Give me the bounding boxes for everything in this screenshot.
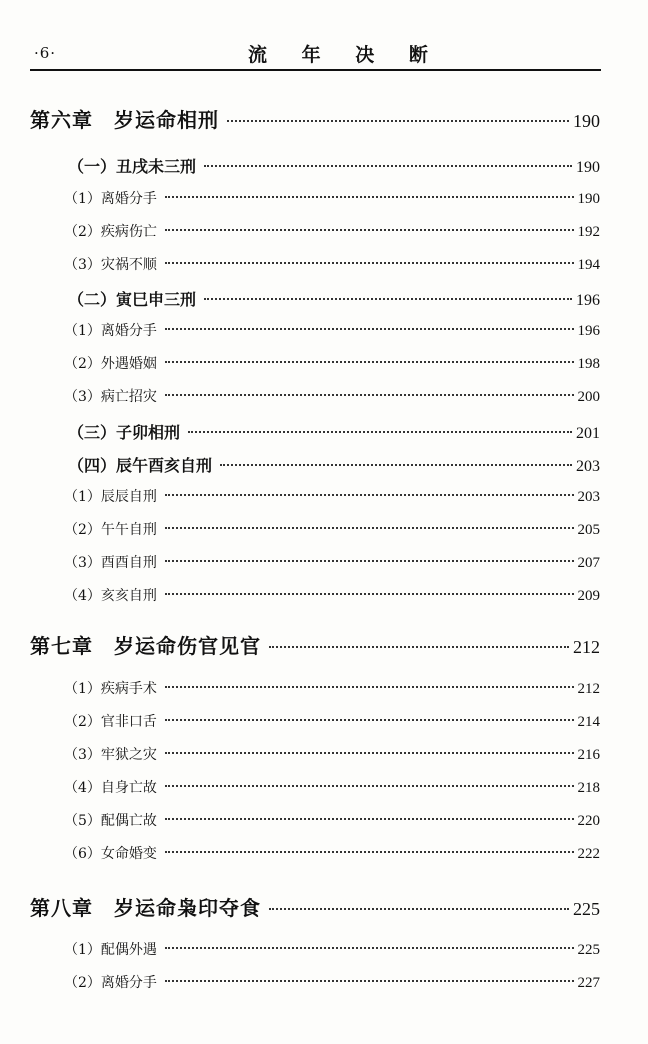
toc-chapter-label: 第六章 岁运命相刑 [30,108,219,132]
toc-item-label: （2）离婚分手 [64,975,157,991]
toc-item-row[interactable] [0,939,648,959]
toc-item-row[interactable] [0,585,648,605]
dot-leader [204,165,572,167]
header-rule [30,69,601,71]
toc-page-number: 227 [577,975,600,991]
dot-leader [165,593,574,595]
toc-item-label: （1）配偶外遇 [64,942,157,958]
dot-leader [165,686,574,688]
toc-page-number: 214 [577,714,600,730]
toc-item-row[interactable] [0,353,648,373]
toc-page-number: 207 [577,555,600,571]
page-number: ·6· [34,44,57,62]
toc-item-label: （3）灾祸不顺 [64,257,157,273]
toc-page-number: 203 [576,458,600,475]
toc-page-number: 203 [577,489,600,505]
dot-leader [165,328,574,330]
toc-section-row[interactable] [0,453,648,476]
toc-item-row[interactable] [0,188,648,208]
toc-section-label: （一）丑戌未三刑 [68,157,197,176]
toc-item-label: （5）配偶亡故 [64,813,157,829]
dot-leader [165,229,574,231]
toc-item-row[interactable] [0,777,648,797]
toc-section-row[interactable] [0,154,648,177]
toc-item-label: （3）病亡招灾 [64,389,157,405]
toc-item-label: （1）疾病手术 [64,681,157,697]
toc-item-label: （3）牢狱之灾 [64,747,157,763]
toc-page-number: 225 [573,899,600,919]
toc-item-label: （4）亥亥自刑 [64,588,157,604]
toc-page-number: 194 [577,257,600,273]
toc-page-number: 190 [576,159,600,176]
dot-leader [269,646,569,648]
toc-chapter-row[interactable] [0,892,648,921]
toc-item-label: （1）离婚分手 [64,323,157,339]
dot-leader [269,908,569,910]
toc-section-label: （四）辰午酉亥自刑 [68,456,213,475]
toc-item-label: （2）午午自刑 [64,522,157,538]
toc-section-label: （二）寅巳申三刑 [68,290,197,309]
toc-item-row[interactable] [0,744,648,764]
toc-item-label: （1）离婚分手 [64,191,157,207]
dot-leader [165,494,574,496]
toc-section-row[interactable] [0,287,648,310]
toc-page-number: 225 [577,942,600,958]
toc-page-number: 192 [577,224,600,240]
toc-section-label: （三）子卯相刑 [68,423,181,442]
page-header [0,0,648,80]
toc-item-row[interactable] [0,552,648,572]
toc-page-number: 198 [577,356,600,372]
toc-chapter-label: 第七章 岁运命伤官见官 [30,634,261,658]
dot-leader [165,818,574,820]
dot-leader [188,431,572,433]
toc-page-number: 212 [577,681,600,697]
toc-item-label: （2）官非口舌 [64,714,157,730]
dot-leader [165,527,574,529]
toc-page-number: 220 [577,813,600,829]
toc-page-number: 218 [577,780,600,796]
toc-page-number: 209 [577,588,600,604]
dot-leader [165,361,574,363]
toc-item-label: （2）外遇婚姻 [64,356,157,372]
toc-item-row[interactable] [0,386,648,406]
toc-page-number: 200 [577,389,600,405]
toc-item-label: （3）酉酉自刑 [64,555,157,571]
toc-section-row[interactable] [0,420,648,443]
toc-page-number: 222 [577,846,600,862]
toc-item-row[interactable] [0,810,648,830]
dot-leader [165,560,574,562]
toc-page-number: 201 [576,425,600,442]
toc-item-row[interactable] [0,221,648,241]
toc-page-number: 196 [577,323,600,339]
toc-item-row[interactable] [0,254,648,274]
toc-item-label: （2）疾病伤亡 [64,224,157,240]
dot-leader [165,719,574,721]
toc-item-label: （4）自身亡故 [64,780,157,796]
toc-page-number: 205 [577,522,600,538]
dot-leader [165,851,574,853]
dot-leader [204,298,572,300]
dot-leader [165,196,574,198]
toc-item-row[interactable] [0,519,648,539]
toc-item-label: （6）女命婚变 [64,846,157,862]
toc-page-number: 190 [577,191,600,207]
toc-item-row[interactable] [0,972,648,992]
toc-page-number: 190 [573,111,600,131]
toc-chapter-label: 第八章 岁运命枭印夺食 [30,896,261,920]
toc-item-row[interactable] [0,486,648,506]
dot-leader [165,394,574,396]
toc-item-row[interactable] [0,711,648,731]
toc-item-row[interactable] [0,843,648,863]
dot-leader [165,980,574,982]
dot-leader [165,262,574,264]
toc-chapter-row[interactable] [0,630,648,659]
toc-item-label: （1）辰辰自刑 [64,489,157,505]
toc-page-number: 196 [576,292,600,309]
dot-leader [165,947,574,949]
toc-item-row[interactable] [0,678,648,698]
running-title: 流 年 决 断 [248,44,442,66]
toc-page-number: 216 [577,747,600,763]
toc-page-number: 212 [573,637,600,657]
dot-leader [220,464,572,466]
toc-item-row[interactable] [0,320,648,340]
dot-leader [227,120,569,122]
dot-leader [165,785,574,787]
toc-chapter-row[interactable] [0,104,648,133]
dot-leader [165,752,574,754]
